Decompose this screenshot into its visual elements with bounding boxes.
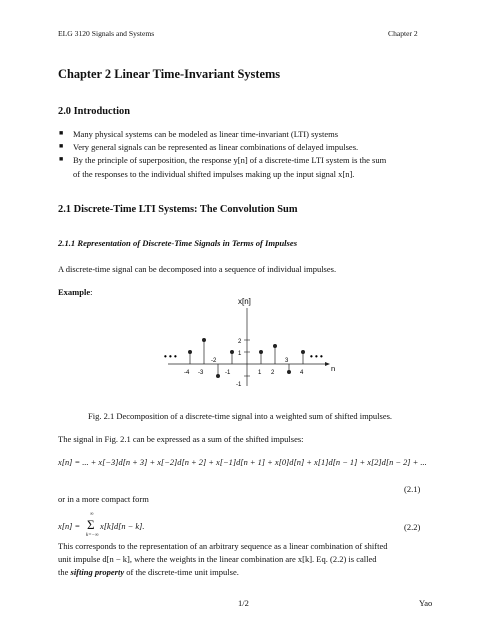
- section-heading-convolution: 2.1 Discrete-Time LTI Systems: The Convolution Sum: [58, 204, 298, 215]
- author-footer: Yao: [419, 598, 433, 608]
- equation-2-2-rhs: x[k]d[n − k].: [100, 522, 145, 531]
- stem-marker: [259, 350, 263, 354]
- bullet-icon: ■: [59, 155, 64, 163]
- x-tick-label: 4: [300, 370, 304, 376]
- equation-number-2-2: (2.2): [404, 522, 421, 532]
- bullet-icon: ■: [59, 142, 64, 150]
- x-axis-label: n: [331, 364, 336, 373]
- bullet-item: [59, 142, 359, 152]
- bullet-item: [59, 155, 387, 165]
- value-label: 3: [285, 358, 289, 364]
- bullet-item: [59, 129, 339, 139]
- stem-marker: [273, 344, 277, 348]
- x-tick-label: -4: [184, 370, 190, 376]
- sum-upper-limit: ∞: [90, 512, 94, 517]
- bullet-text: Very general signals can be represented as linear combinations of delayed impulses.: [73, 142, 359, 152]
- y-tick-label: -1: [236, 382, 242, 388]
- summation-symbol: Σ: [87, 517, 95, 532]
- y-axis-label: x[n]: [238, 297, 251, 306]
- paragraph-line: This corresponds to the representation of an arbitrary sequence as a linear combination of shifted: [58, 541, 388, 551]
- stem-marker: [202, 338, 206, 342]
- running-header-left: ELG 3120 Signals and Systems: [58, 29, 155, 38]
- equation-2-2-lhs: x[n] =: [58, 522, 81, 531]
- x-axis-arrow-icon: [325, 362, 330, 366]
- stem-marker: [188, 350, 192, 354]
- page-number: 1/2: [238, 598, 249, 608]
- bullet-continuation: of the responses to the individual shifted impulses making up the input signal x[n].: [73, 169, 355, 179]
- stem-marker: [230, 350, 234, 354]
- sum-lower-limit: k=−∞: [86, 533, 99, 538]
- stem-marker: [287, 370, 291, 374]
- example-label-text: Example: [58, 287, 91, 297]
- figure-caption: Fig. 2.1 Decomposition of a discrete-time signal into a weighted sum of shifted impulses.: [88, 411, 393, 421]
- paragraph-text: the: [58, 567, 71, 577]
- bullet-text: By the principle of superposition, the response y[n] of a discrete-time LTI system is the sum: [73, 155, 387, 165]
- x-tick-label: -1: [225, 370, 231, 376]
- sifting-property-term: sifting property: [70, 567, 125, 577]
- x-tick-label: 1: [258, 370, 262, 376]
- compact-form-intro: or in a more compact form: [58, 494, 149, 504]
- example-colon: :: [90, 287, 93, 297]
- x-tick-label: -3: [198, 370, 204, 376]
- equation-2-1: x[n] = ... + x[−3]d[n + 3] + x[−2]d[n + 2] + x[−1]d[n + 1] + x[0]d[n] + x[1]d[n − 1] + x[2]d[n − 2] + ...: [58, 458, 427, 467]
- paragraph-line: unit impulse d[n − k], where the weights in the linear combination are x[k]. Eq. (2.2) is called: [58, 554, 377, 564]
- intro-paragraph: A discrete-time signal can be decomposed into a sequence of individual impulses.: [58, 264, 337, 274]
- stem-marker: [301, 350, 305, 354]
- y-tick-label: 2: [238, 339, 242, 345]
- x-tick-label: 2: [271, 370, 275, 376]
- bullet-icon: ■: [59, 129, 64, 137]
- section-heading-intro: 2.0 Introduction: [58, 106, 130, 117]
- stem-marker: [216, 374, 220, 378]
- stem-plot-figure: [160, 296, 340, 394]
- ellipsis-right: • • •: [310, 352, 323, 361]
- sum-intro-paragraph: The signal in Fig. 2.1 can be expressed as a sum of the shifted impulses:: [58, 434, 304, 444]
- y-tick-label: 1: [238, 351, 242, 357]
- subsection-heading: 2.1.1 Representation of Discrete-Time Signals in Terms of Impulses: [58, 238, 298, 248]
- paragraph-line: [58, 567, 239, 577]
- value-label: -2: [211, 358, 217, 364]
- running-header-right: Chapter 2: [388, 29, 418, 38]
- chapter-title: Chapter 2 Linear Time-Invariant Systems: [58, 67, 281, 81]
- ellipsis-left: • • •: [164, 352, 177, 361]
- paragraph-text: of the discrete-time unit impulse.: [124, 567, 239, 577]
- bullet-text: Many physical systems can be modeled as linear time-invariant (LTI) systems: [73, 129, 339, 139]
- equation-number-2-1: (2.1): [404, 484, 421, 494]
- example-label: [58, 287, 93, 297]
